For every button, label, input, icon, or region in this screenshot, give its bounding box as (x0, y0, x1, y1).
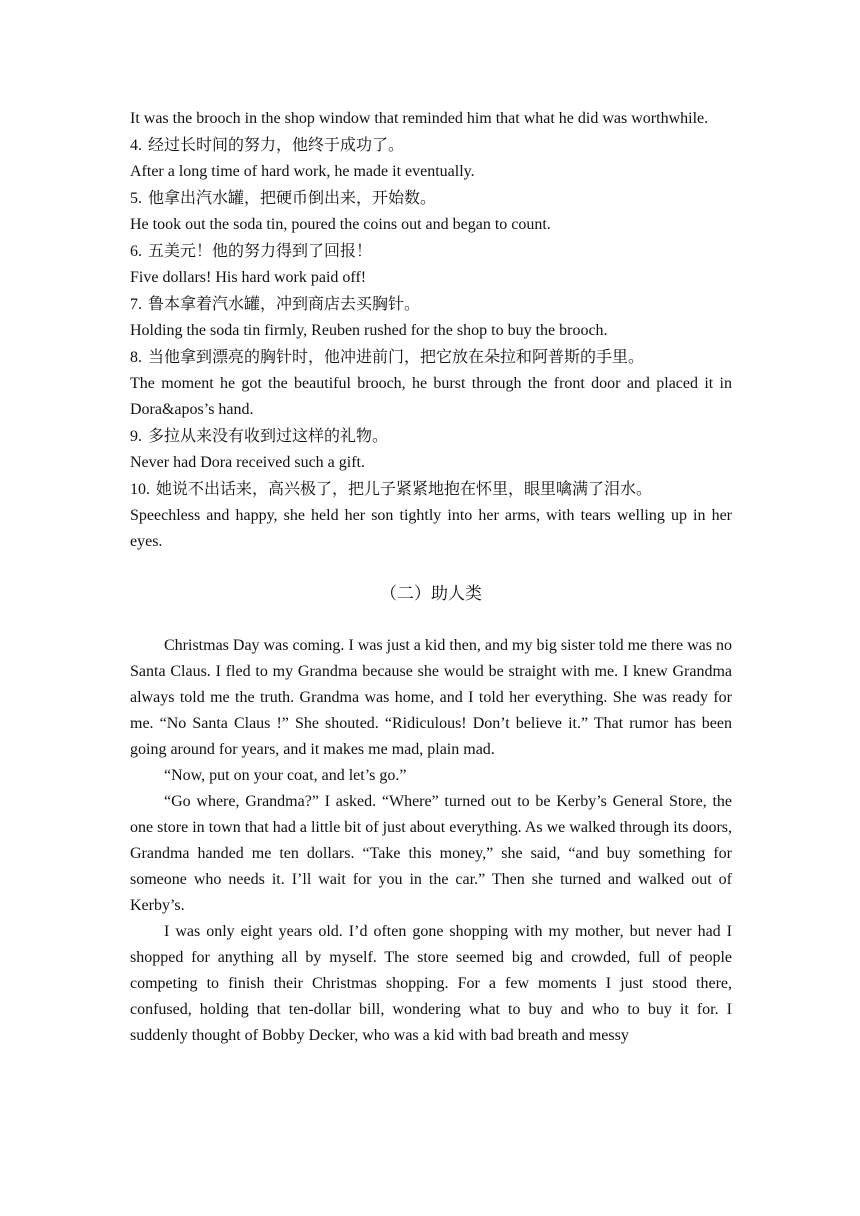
chinese-sentence: 5. 他拿出汽水罐，把硬币倒出来，开始数。 (130, 188, 437, 207)
chinese-sentence: 8. 当他拿到漂亮的胸针时，他冲进前门，把它放在朵拉和阿普斯的手里。 (130, 347, 645, 366)
story-paragraph-1: Christmas Day was coming. I was just a kid then, and my big sister told me there was no Santa Claus. I fled to my Grandma because she would be straight with me. I knew Grandma always told me the truth. Grandma was home, and I told her everything. She was ready for me. “No Santa Claus !” She shouted. “Ridiculous! Don’t believe it.” That rumor has been going around for years, and it makes me mad, plain mad. (130, 637, 732, 758)
item-number: 10. (130, 481, 150, 498)
english-sentence: The moment he got the beautiful brooch, he burst through the front door and placed it in Dora&apos’s hand. (130, 375, 732, 418)
item-number: 8. (130, 349, 142, 366)
translation-item-6 (130, 238, 732, 291)
chinese-sentence: 4. 经过长时间的努力，他终于成功了。 (130, 135, 405, 154)
story-paragraph-4: I was only eight years old. I’d often gone shopping with my mother, but never had I shopped for anything all by myself. The store seemed big and crowded, full of people competing to finish their Christmas shopping. For a few moments I just stood there, confused, holding that ten-dollar bill, wondering what to buy and who to buy it for. I suddenly thought of Bobby Decker, who was a kid with bad breath and messy (130, 923, 732, 1044)
section-heading: （二）助人类 (380, 584, 482, 604)
chinese-sentence: 9. 多拉从来没有收到过这样的礼物。 (130, 426, 389, 445)
item-number: 6. (130, 243, 142, 260)
chinese-sentence: 7. 鲁本拿着汽水罐，冲到商店去买胸针。 (130, 294, 421, 313)
english-sentence: Speechless and happy, she held her son tightly into her arms, with tears welling up in her eyes. (130, 507, 732, 550)
translation-item-8 (130, 344, 732, 423)
document-content (130, 106, 732, 1049)
english-sentence: After a long time of hard work, he made it eventually. (130, 163, 475, 180)
translation-item-10 (130, 476, 732, 555)
english-sentence: Five dollars! His hard work paid off! (130, 269, 367, 286)
translation-item-9 (130, 423, 732, 476)
translation-item-5 (130, 185, 732, 238)
intro-sentence: It was the brooch in the shop window that reminded him that what he did was worthwhile. (130, 110, 709, 127)
translation-item-4 (130, 132, 732, 185)
item-number: 4. (130, 137, 142, 154)
item-number: 7. (130, 296, 142, 313)
chinese-sentence: 10. 她说不出话来，高兴极了，把儿子紧紧地抱在怀里，眼里噙满了泪水。 (130, 479, 653, 498)
item-number: 5. (130, 190, 142, 207)
english-sentence: Holding the soda tin firmly, Reuben rushed for the shop to buy the brooch. (130, 322, 608, 339)
chinese-sentence: 6. 五美元！他的努力得到了回报！ (130, 241, 373, 260)
story-paragraph-3: “Go where, Grandma?” I asked. “Where” turned out to be Kerby’s General Store, the one store in town that had a little bit of just about everything. As we walked through its doors, Grandma handed me ten dollars. “Take this money,” she said, “and buy something for someone who needs it. I’ll wait for you in the car.” Then she turned and walked out of Kerby’s. (130, 793, 732, 914)
story-paragraph-2: “Now, put on your coat, and let’s go.” (164, 767, 407, 784)
item-number: 9. (130, 428, 142, 445)
english-sentence: Never had Dora received such a gift. (130, 454, 365, 471)
english-sentence: He took out the soda tin, poured the coins out and began to count. (130, 216, 551, 233)
translation-item-7 (130, 291, 732, 344)
